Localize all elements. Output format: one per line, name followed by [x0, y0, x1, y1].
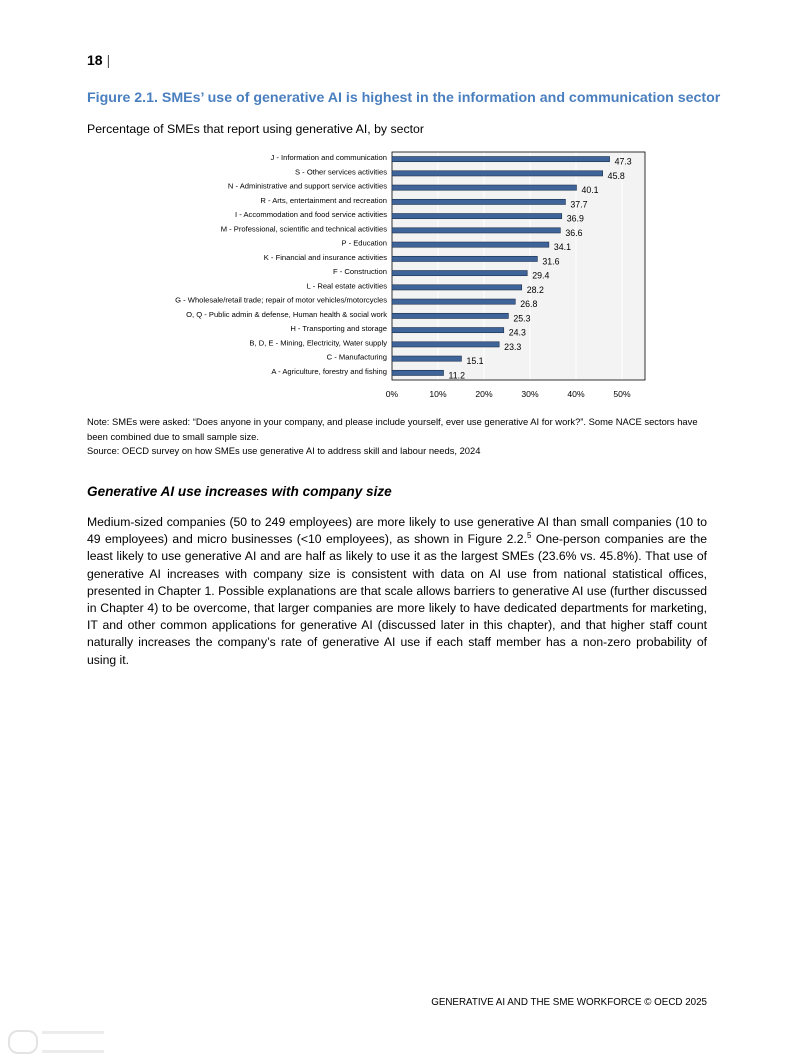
- category-label: G - Wholesale/retail trade; repair of motor vehicles/motorcycles: [175, 295, 387, 305]
- x-tick-label: 20%: [475, 389, 493, 399]
- category-label: L - Real estate activities: [306, 281, 387, 291]
- category-label: C - Manufacturing: [326, 352, 387, 362]
- category-label: I - Accommodation and food service activities: [235, 210, 387, 220]
- x-tick-label: 0%: [385, 389, 399, 399]
- watermark-logo: [8, 1030, 108, 1056]
- x-tick-label: 50%: [613, 389, 631, 399]
- category-label: H - Transporting and storage: [290, 324, 387, 334]
- bar-value-label: 36.9: [566, 213, 584, 224]
- footnote-reference[interactable]: 5: [526, 531, 532, 541]
- bar: [392, 342, 499, 347]
- bar-value-label: 23.3: [504, 341, 522, 352]
- bar: [392, 214, 562, 219]
- figure-subtitle: Percentage of SMEs that report using generative AI, by sector: [87, 122, 424, 136]
- page-number-separator: |: [106, 52, 111, 68]
- bar-value-label: 40.1: [581, 185, 599, 196]
- bar-value-label: 47.3: [614, 156, 632, 167]
- category-label: M - Professional, scientific and technical activities: [220, 224, 387, 234]
- category-label: S - Other services activities: [295, 167, 387, 177]
- bar-value-label: 25.3: [513, 313, 531, 324]
- watermark-text-mark: [42, 1031, 104, 1053]
- bar-value-label: 36.6: [565, 227, 583, 238]
- figure-notes: [87, 415, 709, 459]
- section-heading: Generative AI use increases with company size: [87, 484, 392, 499]
- figure-title: Figure 2.1. SMEs’ use of generative AI is highest in the information and communication sector: [87, 90, 721, 106]
- bar-value-label: 24.3: [508, 327, 526, 338]
- note-text: Note: SMEs were asked: “Does anyone in your company, and please include yourself, ever use generative AI for work?”. Some NACE sectors have been combined due to small sample size.: [87, 416, 698, 442]
- bar-value-label: 15.1: [466, 356, 484, 367]
- bar-value-label: 26.8: [520, 299, 538, 310]
- bar: [392, 199, 565, 204]
- category-label: J - Information and communication: [270, 153, 387, 163]
- bar: [392, 313, 508, 318]
- bar: [392, 256, 537, 261]
- x-tick-label: 10%: [429, 389, 447, 399]
- category-label: R - Arts, entertainment and recreation: [260, 195, 387, 205]
- paragraph-part-1: Medium-sized companies (50 to 249 employees) are more likely to use generative AI than small companies (10 to 49 employees) and micro businesses (<10 employees), as shown in Figure 2.2.: [87, 515, 707, 547]
- bar: [392, 271, 527, 276]
- category-label: F - Construction: [332, 267, 387, 277]
- bar: [392, 356, 461, 361]
- bar-value-label: 34.1: [553, 242, 571, 253]
- category-label: O, Q - Public admin & defense, Human health & social work: [186, 309, 387, 319]
- bar: [392, 285, 522, 290]
- body-paragraph: [87, 514, 707, 669]
- bar: [392, 228, 560, 233]
- category-label: N - Administrative and support service activities: [227, 181, 387, 191]
- bar: [392, 370, 444, 375]
- source-text: Source: OECD survey on how SMEs use generative AI to address skill and labour needs, 2024: [87, 445, 481, 456]
- bar-value-label: 11.2: [448, 370, 465, 381]
- category-label: P - Education: [341, 238, 387, 248]
- page-number-value: 18: [87, 52, 103, 68]
- watermark-icon: [8, 1030, 38, 1054]
- bar: [392, 157, 610, 162]
- bar: [392, 299, 515, 304]
- category-label: A - Agriculture, forestry and fishing: [271, 366, 387, 376]
- bar: [392, 185, 576, 190]
- bar-value-label: 29.4: [532, 270, 550, 281]
- bar-value-label: 37.7: [570, 199, 588, 210]
- bar-value-label: 31.6: [542, 256, 560, 267]
- category-label: K - Financial and insurance activities: [263, 252, 387, 262]
- bar-value-label: 45.8: [607, 170, 625, 181]
- bar: [392, 328, 504, 333]
- category-label: B, D, E - Mining, Electricity, Water supply: [249, 338, 387, 348]
- bar-chart: [0, 0, 793, 410]
- bar: [392, 242, 549, 247]
- page-footer: GENERATIVE AI AND THE SME WORKFORCE © OECD 2025: [431, 997, 707, 1008]
- bar-value-label: 28.2: [526, 284, 544, 295]
- x-tick-label: 30%: [521, 389, 539, 399]
- paragraph-part-2: One-person companies are the least likely to use generative AI and are half as likely to use it as the largest SMEs (23.6% vs. 45.8%). That use of generative AI increases with company size is consistent with data on AI use from national statistical offices, presented in Chapter 1. Possible explanations are that scale allows barriers to generative AI use (further discussed in Chapter 4) to be overcome, that larger companies are more likely to have dedicated departments for marketing, IT and other common applications for generative AI (discussed later in this chapter), and that higher staff count naturally increases the company’s rate of generative AI use if each staff member has a non-zero probability of using it.: [87, 532, 707, 667]
- bar: [392, 171, 603, 176]
- x-tick-label: 40%: [567, 389, 585, 399]
